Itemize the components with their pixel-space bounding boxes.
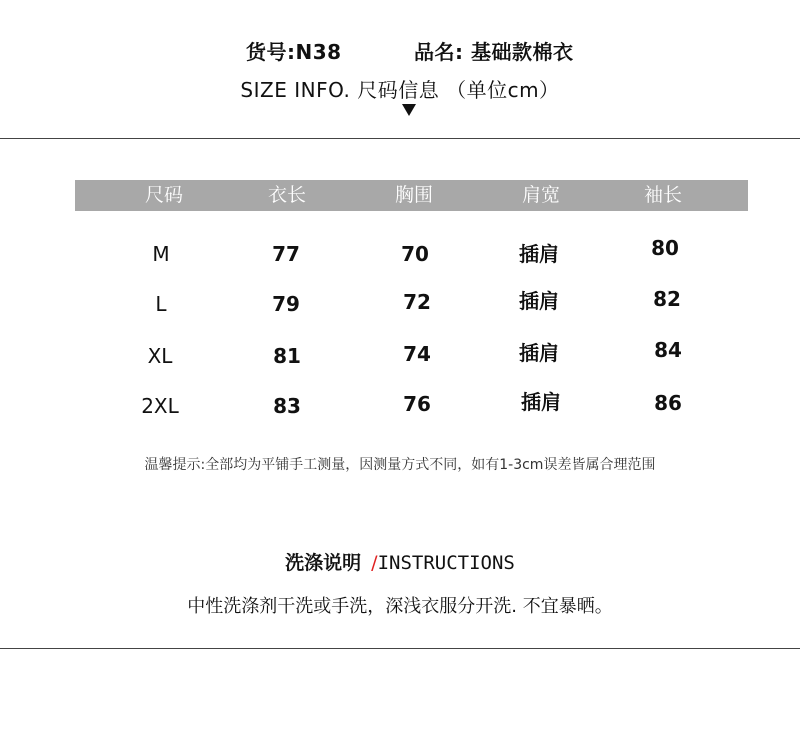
column-header-length: 衣长 [267,184,306,206]
top-divider [0,138,800,139]
instructions-title [0,548,800,575]
instructions-body: 中性洗涤剂干洗或手洗，深浅衣服分开洗. 不宜暴晒。 [187,596,613,617]
column-header-sleeve: 袖长 [643,184,682,206]
cell-length: 81 [273,344,301,368]
table-row [0,390,800,422]
size-info-title: SIZE INFO. 尺码信息 （单位cm） [240,78,560,102]
instructions-title-en: INSTRUCTIONS [377,552,515,574]
cell-sleeve: 86 [654,391,682,415]
cell-chest: 76 [403,392,431,416]
instructions-slash: / [371,552,378,574]
column-header-chest: 胸围 [394,184,433,206]
cell-shoulder: 插肩 [521,390,561,414]
cell-length: 77 [272,242,300,266]
bottom-divider [0,648,800,649]
cell-shoulder: 插肩 [519,289,559,313]
cell-sleeve: 80 [651,236,679,260]
cell-length: 79 [272,292,300,316]
column-header-size: 尺码 [144,184,183,206]
cell-sleeve: 82 [653,287,681,311]
cell-size: 2XL [141,394,179,418]
down-arrow-icon [402,104,416,116]
instructions-title-cn: 洗涤说明 [285,552,362,574]
product-name: 品名: 基础款棉衣 [414,40,574,64]
table-row [0,340,800,372]
size-table-header [75,180,748,211]
cell-size: M [152,242,170,266]
table-row [0,288,800,320]
cell-chest: 70 [401,242,429,266]
measurement-note: 温馨提示:全部均为平铺手工测量，因测量方式不同，如有1-3cm误差皆属合理范围 [144,457,656,473]
product-header [0,36,800,64]
column-header-shoulder: 肩宽 [521,184,560,206]
cell-chest: 74 [403,342,431,366]
cell-shoulder: 插肩 [519,341,559,365]
cell-sleeve: 84 [654,338,682,362]
cell-length: 83 [273,394,301,418]
cell-size: XL [147,344,173,368]
table-row [0,238,800,270]
item-number: 货号:N38 [246,40,342,64]
cell-shoulder: 插肩 [519,242,559,266]
cell-size: L [155,292,167,316]
cell-chest: 72 [403,290,431,314]
